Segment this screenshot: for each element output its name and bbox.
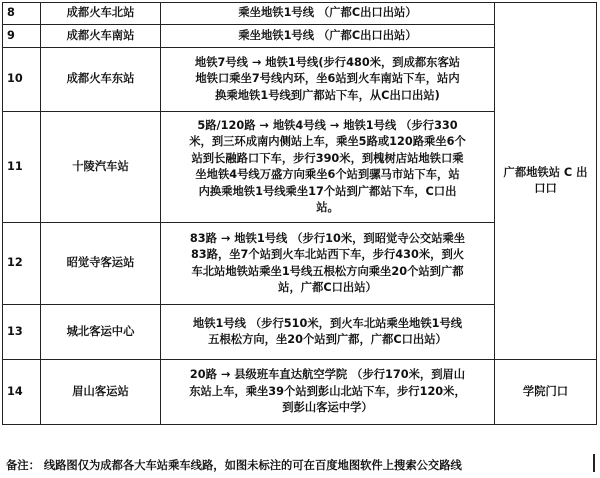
route-line: 站。 (316, 201, 339, 214)
route-line: 地铁7号线 → 地铁1号线(步行480米，到成都东客站 (194, 55, 461, 69)
route-line: 内换乘地铁1号线乘坐17个站到广都站下车，C口出 (198, 184, 457, 198)
text-cursor (593, 454, 595, 472)
route-line: 地铁口乘坐7号线内环，坐6站到火车南站下车，站内 (195, 72, 460, 86)
route-line: 5路/120路 → 地铁4号线 → 地铁1号线 （步行330 (197, 118, 458, 132)
row-number: 13 (3, 305, 41, 360)
route-text (161, 48, 495, 112)
station-name: 十陵汽车站 (41, 112, 161, 223)
station-name: 成都火车东站 (41, 48, 161, 112)
route-line: 83路 → 地铁1号线 （步行10米，到昭觉寺公交站乘坐 (189, 231, 466, 245)
destination-cell (495, 360, 597, 425)
station-name: 眉山客运站 (41, 360, 161, 425)
route-line: 站，广都C口出站） (278, 281, 377, 294)
destination-label: 广都地铁站 C 出口口 (503, 165, 588, 195)
route-text (161, 360, 495, 425)
route-line: 站到长融路口下车，步行390米，到槐树店站地铁口乘 (191, 151, 464, 165)
route-text (161, 223, 495, 305)
row-number: 10 (3, 48, 41, 112)
route-line: 五根松方向，坐20个站到广都，广都C口出站） (208, 333, 447, 346)
table-row (3, 3, 597, 25)
destination-cell (495, 3, 597, 360)
route-line: 地铁1号线 （步行510米，到火车北站乘坐地铁1号线 (192, 316, 463, 330)
route-text: 乘坐地铁1号线 （广都C出口出站） (161, 25, 495, 48)
route-line: 米，到三环成南内侧站上车，乘坐5路或120路乘坐6个 (189, 135, 466, 148)
row-number: 14 (3, 360, 41, 425)
row-number: 8 (3, 3, 41, 25)
route-line: 东站上车，乘坐39个站到彭山北站下车，步行120米， (189, 384, 466, 398)
row-number: 11 (3, 112, 41, 223)
row-number: 9 (3, 25, 41, 48)
route-line: 20路 → 县级班车直达航空学院 （步行170米，到眉山 (189, 368, 466, 382)
station-name: 成都火车南站 (41, 25, 161, 48)
route-text (161, 305, 495, 360)
route-line: 坐地铁4号线万盛方向乘坐6个站到骡马市站下车，站 (195, 168, 460, 181)
route-line: 车北站地铁站乘坐1号线五根松方向乘坐20个站到广都 (191, 264, 464, 278)
route-text: 乘坐地铁1号线 （广都C出口出站） (161, 3, 495, 25)
footnote: 备注： 线路图仅为成都各大车站乘车线路，如图未标注的可在百度地图软件上搜索公交路线 (6, 459, 462, 472)
station-name: 成都火车北站 (41, 3, 161, 25)
table-row (3, 360, 597, 425)
station-name: 昭觉寺客运站 (41, 223, 161, 305)
route-line: 换乘地铁1号线到广都站下车，从C出口出站) (215, 88, 440, 102)
route-line: 83路，坐7个站到火车北站西下车，步行430米，到火 (190, 248, 465, 261)
route-text (161, 112, 495, 223)
destination-label: 学院门口 (522, 384, 569, 398)
station-name: 城北客运中心 (41, 305, 161, 360)
row-number: 12 (3, 223, 41, 305)
route-table (2, 2, 597, 425)
route-line: 到彭山客运中学） (282, 401, 373, 415)
